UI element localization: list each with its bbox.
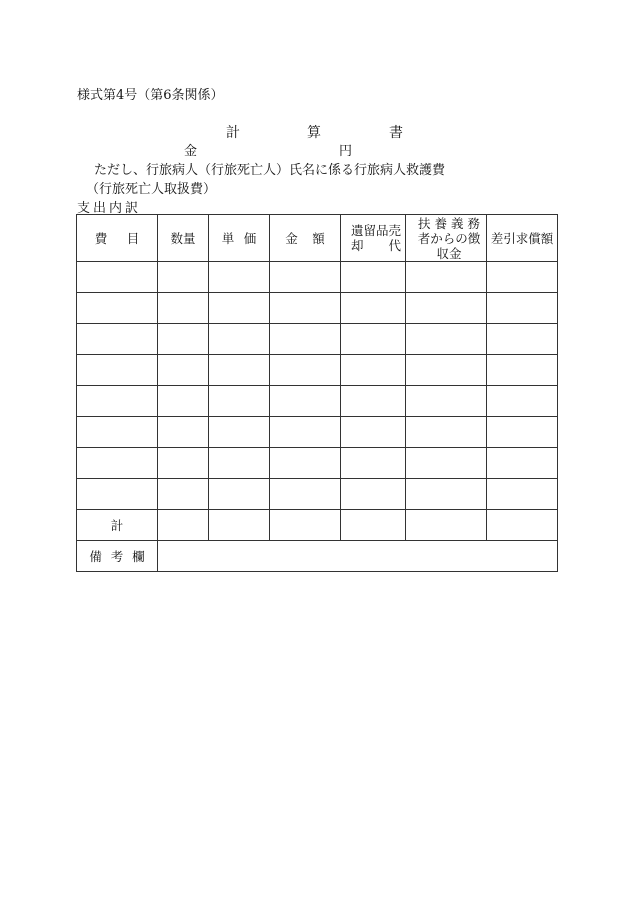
table-cell[interactable] bbox=[158, 293, 209, 324]
table-cell[interactable] bbox=[270, 262, 341, 293]
table-cell[interactable] bbox=[158, 386, 209, 417]
table-cell[interactable] bbox=[270, 293, 341, 324]
total-row bbox=[77, 510, 558, 541]
table-cell[interactable] bbox=[209, 355, 270, 386]
table-cell[interactable] bbox=[270, 324, 341, 355]
table-cell[interactable] bbox=[270, 417, 341, 448]
title-char-1: 計 bbox=[226, 125, 240, 141]
table-cell[interactable] bbox=[406, 293, 487, 324]
table-cell[interactable] bbox=[158, 417, 209, 448]
amount-prefix: 金 bbox=[184, 144, 198, 159]
table-cell[interactable] bbox=[487, 262, 558, 293]
table-cell[interactable] bbox=[341, 262, 406, 293]
table-cell[interactable] bbox=[77, 479, 158, 510]
table-cell[interactable] bbox=[487, 293, 558, 324]
remarks-field[interactable] bbox=[158, 541, 558, 572]
table-cell[interactable] bbox=[341, 417, 406, 448]
table-cell[interactable] bbox=[209, 386, 270, 417]
table-cell[interactable] bbox=[77, 355, 158, 386]
table-cell[interactable] bbox=[158, 479, 209, 510]
table-cell[interactable] bbox=[209, 448, 270, 479]
table-cell[interactable] bbox=[77, 448, 158, 479]
table-cell[interactable] bbox=[77, 324, 158, 355]
expense-breakdown-table bbox=[76, 214, 558, 572]
table-cell[interactable] bbox=[158, 262, 209, 293]
table-cell[interactable] bbox=[341, 386, 406, 417]
purpose-line: ただし、行旅病人（行旅死亡人）氏名に係る行旅病人救護費 bbox=[94, 163, 446, 178]
total-cell[interactable] bbox=[341, 510, 406, 541]
table-row bbox=[77, 479, 558, 510]
table-row bbox=[77, 355, 558, 386]
total-label: 計 bbox=[77, 510, 158, 541]
table-cell[interactable] bbox=[158, 448, 209, 479]
table-cell[interactable] bbox=[341, 479, 406, 510]
table-cell[interactable] bbox=[341, 448, 406, 479]
header-net-claim: 差引求償額 bbox=[487, 215, 558, 262]
table-cell[interactable] bbox=[158, 355, 209, 386]
total-cell[interactable] bbox=[209, 510, 270, 541]
table-cell[interactable] bbox=[487, 386, 558, 417]
title-char-3: 書 bbox=[389, 125, 403, 141]
table-cell[interactable] bbox=[209, 324, 270, 355]
table-cell[interactable] bbox=[406, 262, 487, 293]
table-cell[interactable] bbox=[77, 386, 158, 417]
table-cell[interactable] bbox=[406, 324, 487, 355]
table-cell[interactable] bbox=[209, 479, 270, 510]
breakdown-label: 支出内訳 bbox=[77, 201, 142, 216]
total-cell[interactable] bbox=[270, 510, 341, 541]
table-row bbox=[77, 324, 558, 355]
table-cell[interactable] bbox=[341, 324, 406, 355]
table-cell[interactable] bbox=[487, 324, 558, 355]
header-support-collection: 扶 養 義 務 者からの徴 収金 bbox=[406, 215, 487, 262]
table-cell[interactable] bbox=[341, 355, 406, 386]
table-cell[interactable] bbox=[270, 448, 341, 479]
table-row bbox=[77, 448, 558, 479]
remarks-label: 備 考 欄 bbox=[77, 541, 158, 572]
table-row bbox=[77, 417, 558, 448]
subpurpose-line: （行旅死亡人取扱費） bbox=[86, 182, 217, 197]
header-unit-price: 単 価 bbox=[209, 215, 270, 262]
header-effects-sale: 遺留品売 却 代 bbox=[341, 215, 406, 262]
table-cell[interactable] bbox=[209, 293, 270, 324]
table-cell[interactable] bbox=[406, 355, 487, 386]
table-cell[interactable] bbox=[487, 417, 558, 448]
header-item: 費 目 bbox=[77, 215, 158, 262]
total-cell[interactable] bbox=[406, 510, 487, 541]
table-cell[interactable] bbox=[158, 324, 209, 355]
table-cell[interactable] bbox=[270, 479, 341, 510]
amount-suffix: 円 bbox=[339, 144, 353, 159]
header-row bbox=[77, 215, 558, 262]
table-row bbox=[77, 262, 558, 293]
table-cell[interactable] bbox=[209, 417, 270, 448]
table-cell[interactable] bbox=[77, 293, 158, 324]
table-row bbox=[77, 386, 558, 417]
header-quantity: 数量 bbox=[158, 215, 209, 262]
table-cell[interactable] bbox=[487, 355, 558, 386]
table-cell[interactable] bbox=[77, 417, 158, 448]
table-cell[interactable] bbox=[487, 479, 558, 510]
total-cell[interactable] bbox=[487, 510, 558, 541]
table-cell[interactable] bbox=[487, 448, 558, 479]
table-cell[interactable] bbox=[270, 355, 341, 386]
remarks-row bbox=[77, 541, 558, 572]
table-cell[interactable] bbox=[341, 293, 406, 324]
table-cell[interactable] bbox=[209, 262, 270, 293]
title-char-2: 算 bbox=[307, 125, 321, 141]
table-row bbox=[77, 293, 558, 324]
form-number: 様式第4号（第6条関係） bbox=[77, 88, 224, 103]
table-cell[interactable] bbox=[406, 417, 487, 448]
table-cell[interactable] bbox=[406, 386, 487, 417]
total-cell[interactable] bbox=[158, 510, 209, 541]
table-cell[interactable] bbox=[77, 262, 158, 293]
table-cell[interactable] bbox=[270, 386, 341, 417]
table-cell[interactable] bbox=[406, 448, 487, 479]
table-cell[interactable] bbox=[406, 479, 487, 510]
header-amount: 金 額 bbox=[270, 215, 341, 262]
